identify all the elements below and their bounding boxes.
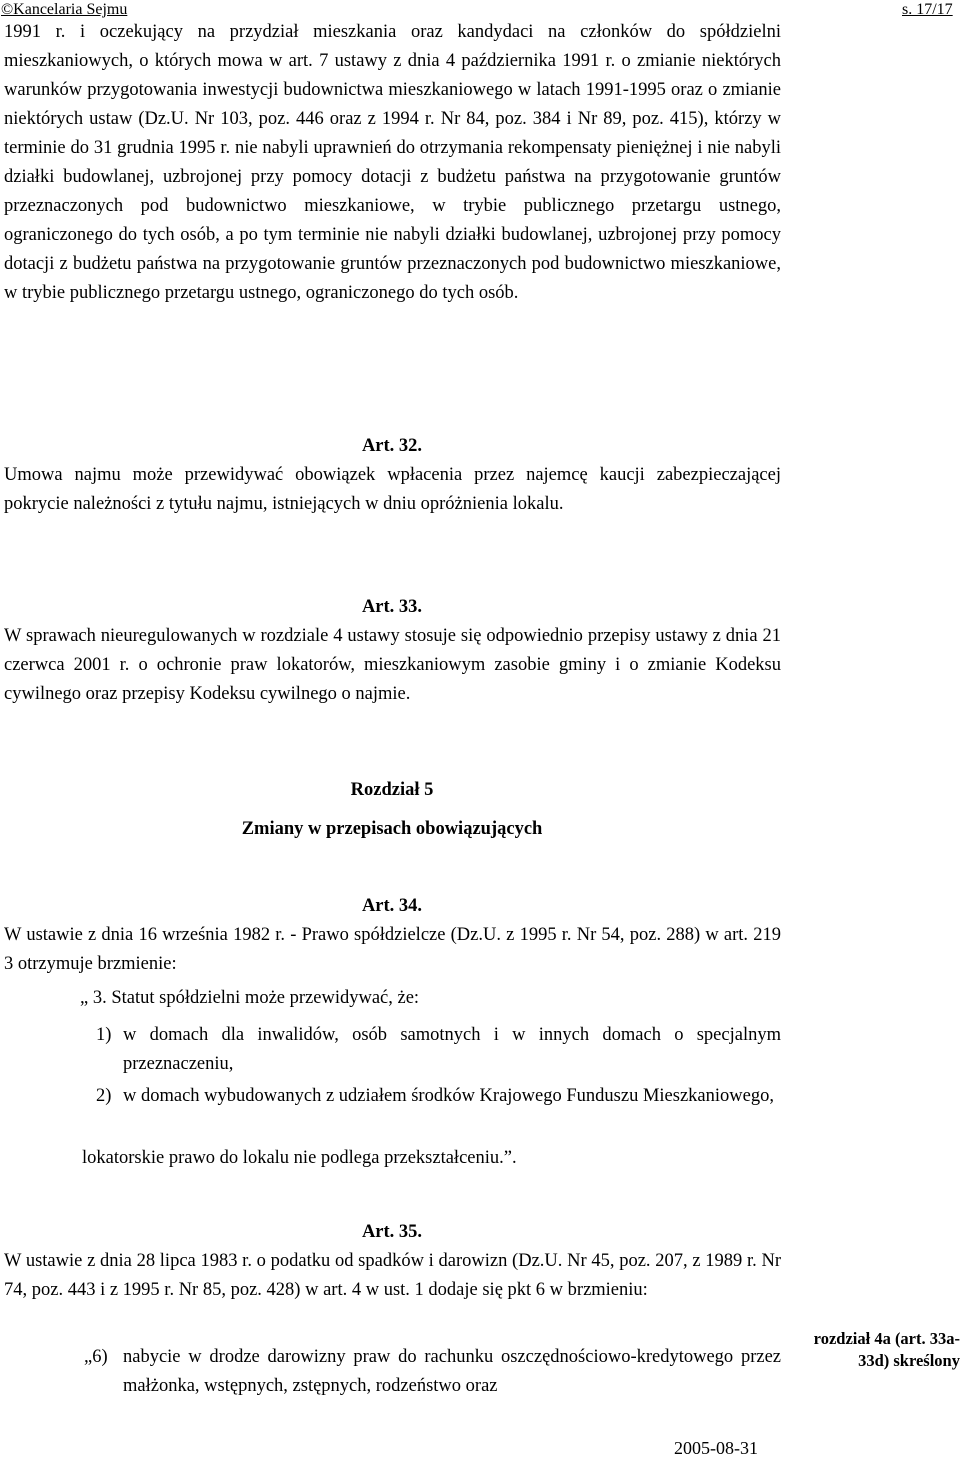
item-text: w domach wybudowanych z udziałem środków Krajowego Funduszu Mieszkaniowego,	[123, 1086, 774, 1106]
item-number: 2)	[96, 1086, 112, 1106]
chapter-title: Zmiany w przepisach obowiązujących	[241, 819, 543, 839]
article-35-item-6	[84, 1343, 781, 1401]
article-34-title: Art. 34.	[361, 896, 423, 916]
item-text: nabycie w drodze darowizny praw do rachunku oszczędnościowo-kredytowego przez małżonka, wstępnych, zstępnych, rodzeństwo oraz	[123, 1347, 781, 1396]
article-34-item-2	[96, 1082, 781, 1111]
paragraph-continuation: 1991 r. i oczekujący na przydział mieszkania oraz kandydaci na członków do spółdzielni mieszkaniowych, o których mowa w art. 7 ustawy z dnia 4 października 1991 r. o zmianie niektórych warunków przygotowania inwestycji budownictwa mieszkaniowego w latach 1991-1995 oraz o zmianie niektórych ustaw (Dz.U. Nr 103, poz. 446 oraz z 1994 r. Nr 84, poz. 384 i Nr 89, poz. 415), którzy w terminie do 31 grudnia 1995 r. nie nabyli uprawnień do otrzymania rekompensaty pieniężnej i nie nabyli działki budowlanej, uzbrojonej przy pomocy dotacji z budżetu państwa na przygotowanie gruntów przeznaczonych pod budownictwo mieszkaniowe, w trybie publicznego przetargu ustnego, ograniczonego do tych osób, a po tym terminie nie nabyli działki budowlanej, uzbrojonej przy pomocy dotacji z budżetu państwa na przygotowanie gruntów przeznaczonych pod budownictwo mieszkaniowe, w trybie publicznego przetargu ustnego, ograniczonego do tych osób.	[4, 22, 781, 303]
article-35-title: Art. 35.	[361, 1222, 423, 1242]
article-35-text: W ustawie z dnia 28 lipca 1983 r. o podatku od spadków i darowizn (Dz.U. Nr 45, poz. 207, z 1989 r. Nr 74, poz. 443 i z 1995 r. Nr 85, poz. 428) w art. 4 w ust. 1 dodaje się pkt 6 w brzmieniu:	[4, 1251, 781, 1300]
article-34-closing: lokatorskie prawo do lokalu nie podlega przekształceniu.”.	[82, 1148, 517, 1168]
article-33-title: Art. 33.	[361, 597, 423, 617]
article-33-text: W sprawach nieuregulowanych w rozdziale 4 ustawy stosuje się odpowiednio przepisy ustawy z dnia 21 czerwca 2001 r. o ochronie praw lokatorów, mieszkaniowym zasobie gminy i o zmianie Kodeksu cywilnego oraz przepisy Kodeksu cywilnego o najmie.	[4, 626, 781, 704]
article-34-item-1	[96, 1021, 781, 1079]
article-32-text: Umowa najmu może przewidywać obowiązek wpłacenia przez najemcę kaucji zabezpieczającej pokrycie należności z tytułu najmu, istniejących w dniu opróżnienia lokalu.	[4, 465, 781, 514]
margin-note: rozdział 4a (art. 33a-33d) skreślony	[813, 1329, 960, 1370]
item-text: w domach dla inwalidów, osób samotnych i w innych domach o specjalnym przeznaczeniu,	[123, 1025, 781, 1074]
chapter-number: Rozdział 5	[350, 780, 434, 800]
article-32-title: Art. 32.	[361, 436, 423, 456]
page-header	[0, 0, 960, 20]
footer-date: 2005-08-31	[674, 1438, 758, 1458]
publisher-link[interactable]: ©Kancelaria Sejmu	[1, 1, 128, 18]
article-34-section-lead: „ 3. Statut spółdzielni może przewidywać, że:	[80, 988, 420, 1008]
page-number-link[interactable]: s. 17/17	[902, 1, 953, 18]
item-number: „6)	[84, 1347, 108, 1367]
item-number: 1)	[96, 1025, 112, 1045]
article-34-text: W ustawie z dnia 16 września 1982 r. - Prawo spółdzielcze (Dz.U. z 1995 r. Nr 54, poz. 288) w art. 219 3 otrzymuje brzmienie:	[4, 925, 781, 974]
